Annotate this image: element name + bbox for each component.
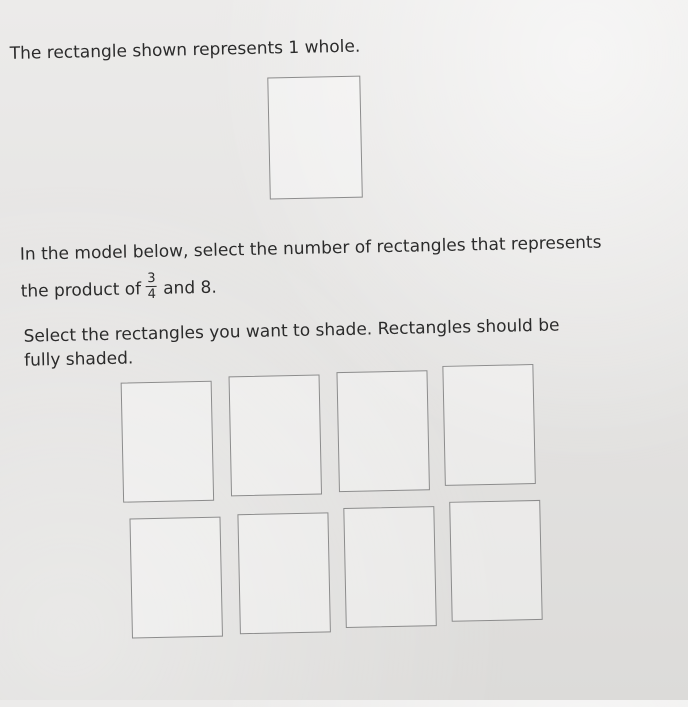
model-rectangle-5[interactable]	[129, 517, 222, 639]
model-rectangle-1[interactable]	[121, 381, 214, 503]
model-rectangle-7[interactable]	[343, 506, 436, 628]
model-rectangle-8[interactable]	[449, 500, 542, 622]
model-rectangle-2[interactable]	[229, 375, 322, 497]
shade-instruction-line-2: fully shaded.	[23, 348, 134, 371]
product-prefix: the product of	[20, 278, 142, 302]
product-suffix: and 8.	[162, 277, 217, 299]
fraction-numerator: 3	[147, 270, 156, 287]
rectangle-model-grid	[121, 368, 547, 647]
model-instruction-line-1: In the model below, select the number of rectangles that represents	[19, 232, 602, 265]
shade-instruction-line-1: Select the rectangles you want to shade. Rectangles should be	[23, 315, 560, 347]
model-rectangle-4[interactable]	[442, 364, 535, 486]
whole-description: The rectangle shown represents 1 whole.	[9, 36, 361, 64]
whole-rectangle	[267, 76, 363, 200]
model-rectangle-6[interactable]	[237, 512, 330, 634]
fraction-denominator: 4	[147, 286, 157, 303]
fraction-three-quarters	[146, 272, 158, 301]
model-instruction-line-2	[20, 270, 217, 306]
model-rectangle-3[interactable]	[336, 370, 429, 492]
